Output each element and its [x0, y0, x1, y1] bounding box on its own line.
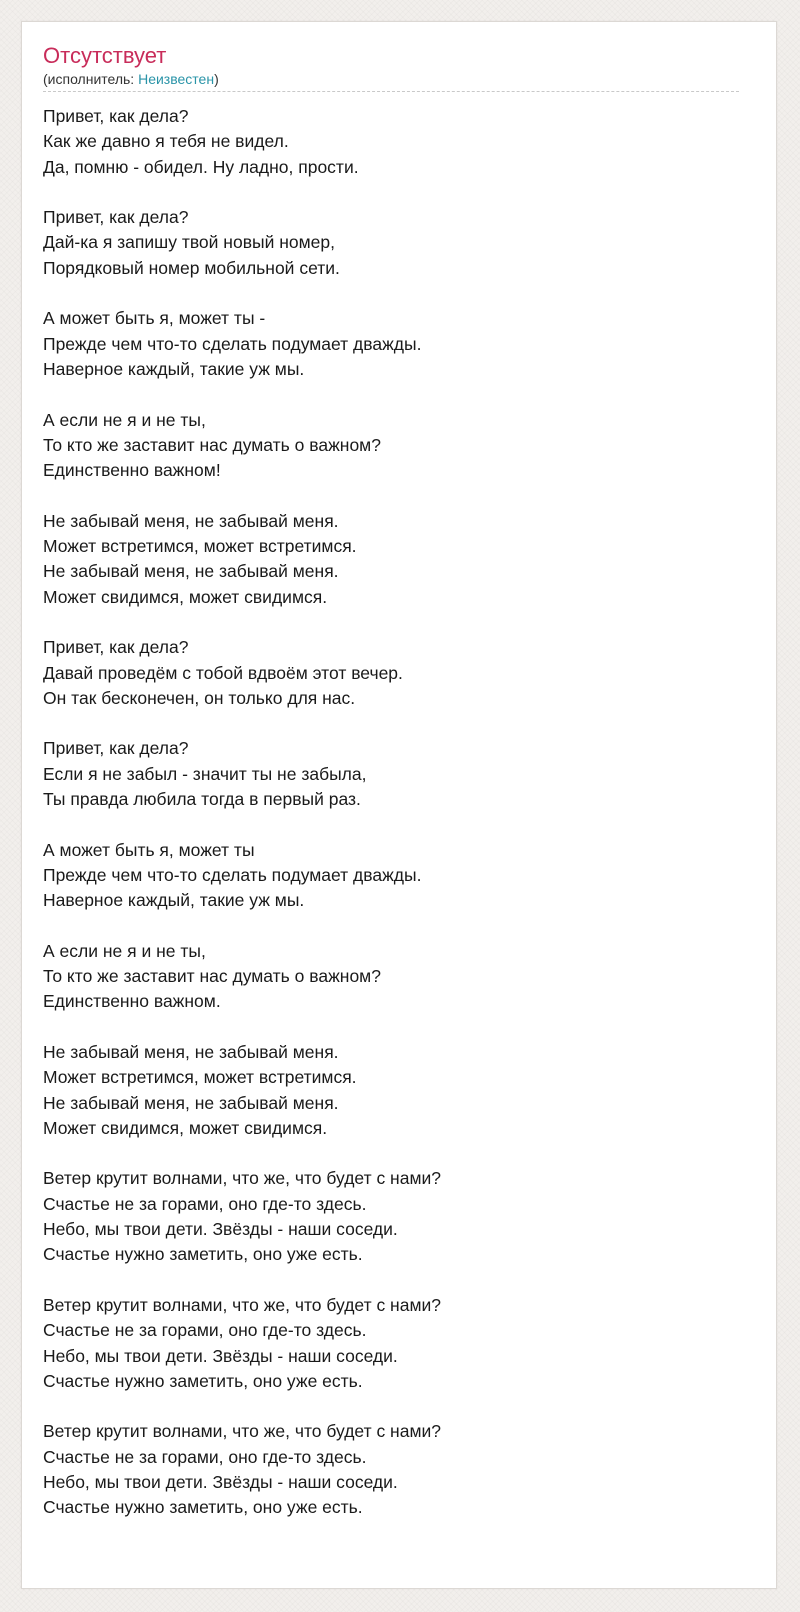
lyrics-line: Единственно важном.	[43, 991, 221, 1012]
lyrics-line: Ветер крутит волнами, что же, что будет с нами?	[43, 1421, 441, 1442]
lyrics-stanza	[43, 1293, 755, 1394]
lyrics-line: Наверное каждый, такие уж мы.	[43, 358, 305, 379]
artist-suffix: )	[214, 71, 219, 87]
lyrics-line: Ветер крутит волнами, что же, что будет с нами?	[43, 1294, 441, 1315]
lyrics-line: Небо, мы твои дети. Звёзды - наши соседи.	[43, 1219, 398, 1240]
lyrics-line: Если я не забыл - значит ты не забыла,	[43, 763, 367, 784]
lyrics-line: Счастье не за горами, оно где-то здесь.	[43, 1446, 367, 1467]
lyrics-line: Счастье не за горами, оно где-то здесь.	[43, 1193, 367, 1214]
lyrics-line: Небо, мы твои дети. Звёзды - наши соседи.	[43, 1472, 398, 1493]
lyrics-line: Наверное каждый, такие уж мы.	[43, 890, 305, 911]
lyrics-line: Дай-ка я запишу твой новый номер,	[43, 232, 335, 253]
lyrics-line: Может свидимся, может свидимся.	[43, 586, 328, 607]
lyrics-line: Может встретимся, может встретимся.	[43, 536, 357, 557]
lyrics-line: Счастье не за горами, оно где-то здесь.	[43, 1320, 367, 1341]
lyrics-stanza	[43, 306, 755, 382]
lyrics-line: Может свидимся, может свидимся.	[43, 1117, 328, 1138]
lyrics-line: А может быть я, может ты	[43, 839, 255, 860]
lyrics-line: Давай проведём с тобой вдвоём этот вечер.	[43, 662, 403, 683]
lyrics-line: Он так бесконечен, он только для нас.	[43, 687, 356, 708]
lyrics-text	[43, 104, 755, 1521]
lyrics-card	[21, 21, 777, 1589]
lyrics-line: Ты правда любила тогда в первый раз.	[43, 789, 361, 810]
lyrics-line: Привет, как дела?	[43, 106, 189, 126]
lyrics-line: То кто же заставит нас думать о важном?	[43, 434, 381, 455]
lyrics-line: Привет, как дела?	[43, 637, 189, 658]
lyrics-line: То кто же заставит нас думать о важном?	[43, 966, 381, 987]
lyrics-line: Привет, как дела?	[43, 738, 189, 759]
lyrics-stanza	[43, 104, 755, 180]
lyrics-line: Счастье нужно заметить, оно уже есть.	[43, 1370, 363, 1391]
lyrics-stanza	[43, 408, 755, 484]
lyrics-line: А если не я и не ты,	[43, 409, 206, 430]
lyrics-line: Не забывай меня, не забывай меня.	[43, 561, 339, 582]
lyrics-stanza	[43, 736, 755, 812]
lyrics-stanza	[43, 509, 755, 610]
lyrics-line: Не забывай меня, не забывай меня.	[43, 1041, 339, 1062]
lyrics-line: Счастье нужно заметить, оно уже есть.	[43, 1244, 363, 1265]
song-title: Отсутствует	[43, 43, 167, 68]
lyrics-line: Прежде чем что-то сделать подумает дважды.	[43, 864, 422, 885]
lyrics-stanza	[43, 939, 755, 1015]
lyrics-line: Единственно важном!	[43, 460, 221, 481]
lyrics-line: Привет, как дела?	[43, 207, 189, 228]
lyrics-line: Прежде чем что-то сделать подумает дважды.	[43, 333, 422, 354]
artist-link[interactable]: Неизвестен	[138, 71, 215, 87]
lyrics-line: А может быть я, может ты -	[43, 308, 266, 329]
lyrics-line: Счастье нужно заметить, оно уже есть.	[43, 1497, 363, 1518]
lyrics-stanza	[43, 205, 755, 281]
lyrics-line: Может встретимся, может встретимся.	[43, 1067, 357, 1088]
lyrics-line: А если не я и не ты,	[43, 940, 206, 961]
lyrics-line: Да, помню - обидел. Ну ладно, прости.	[43, 156, 359, 177]
lyrics-line: Не забывай меня, не забывай меня.	[43, 510, 339, 531]
lyrics-line: Порядковый номер мобильной сети.	[43, 257, 340, 278]
lyrics-stanza	[43, 635, 755, 711]
lyrics-line: Ветер крутит волнами, что же, что будет с нами?	[43, 1168, 441, 1189]
lyrics-stanza	[43, 838, 755, 914]
lyrics-stanza	[43, 1166, 755, 1267]
lyrics-line: Небо, мы твои дети. Звёзды - наши соседи.	[43, 1345, 398, 1366]
lyrics-stanza	[43, 1419, 755, 1520]
lyrics-line: Не забывай меня, не забывай меня.	[43, 1092, 339, 1113]
artist-line	[43, 70, 739, 92]
lyrics-stanza	[43, 1040, 755, 1141]
lyrics-line: Как же давно я тебя не видел.	[43, 131, 289, 152]
artist-prefix: (исполнитель:	[43, 71, 139, 87]
